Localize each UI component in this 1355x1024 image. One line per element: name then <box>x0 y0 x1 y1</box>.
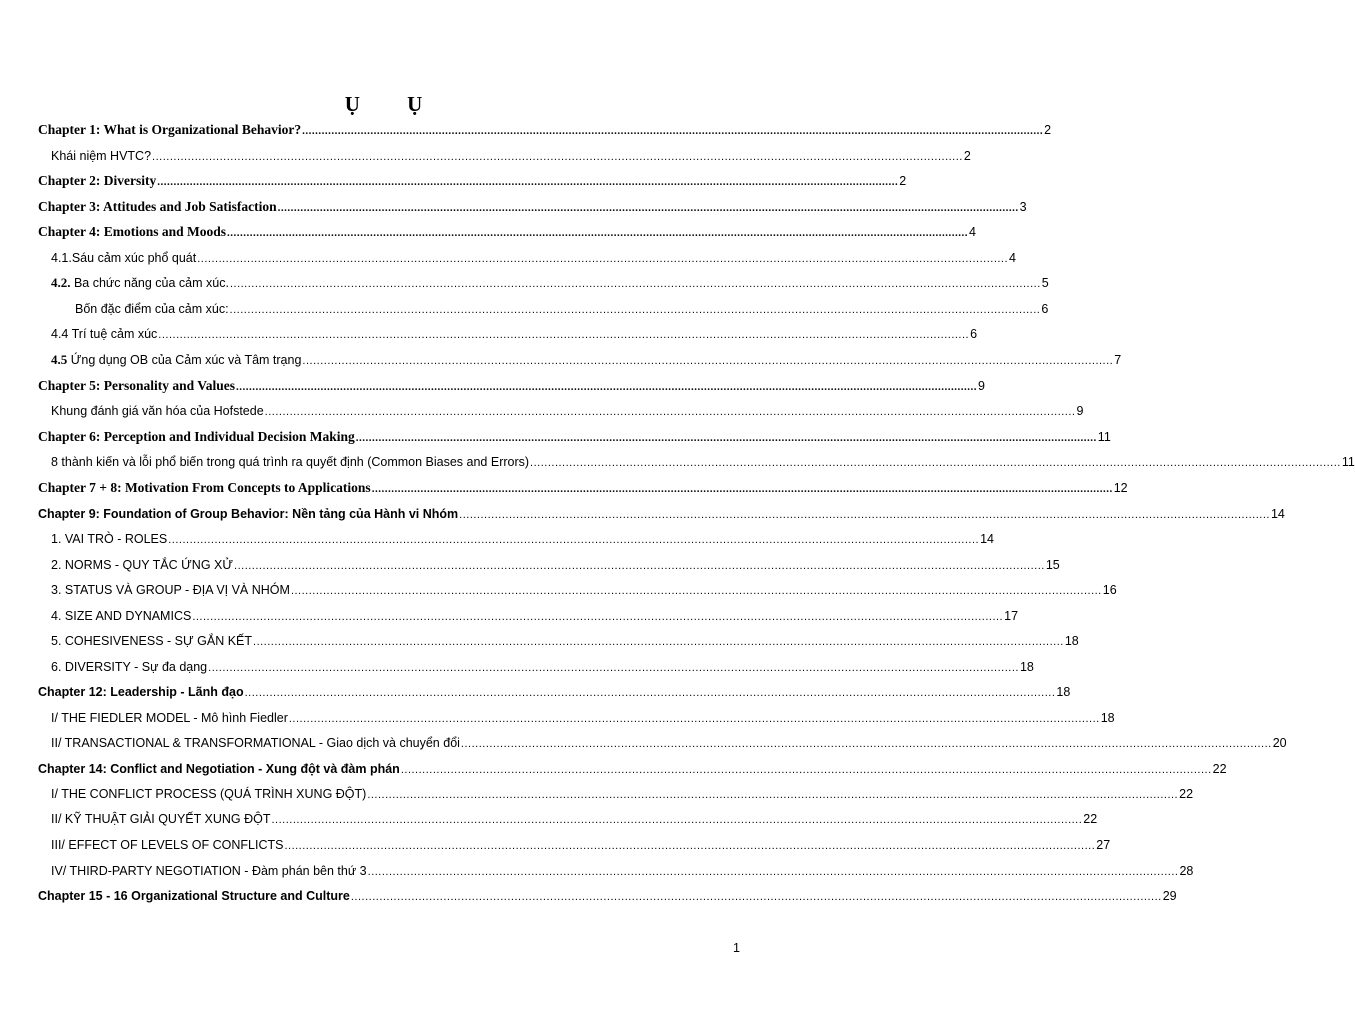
toc-entry-4-5[interactable] <box>51 349 1122 371</box>
dot-leader: .................................................................................................................................................................................................................................... <box>530 457 1341 469</box>
toc-entry-roles[interactable] <box>51 528 994 550</box>
toc-entry-text: Chapter 14: Conflict and Negotiation - Xung đột và đàm phán <box>38 762 400 776</box>
dot-leader: .................................................................................................................................................................................................................................... <box>158 329 970 341</box>
toc-entry-cohesiveness[interactable] <box>51 630 1079 652</box>
toc-entry-status-group[interactable] <box>51 579 1117 601</box>
toc-entry-text: Chapter 1: What is Organizational Behavior? <box>38 122 302 137</box>
toc-page-number: 4 <box>969 225 976 239</box>
dot-leader: .................................................................................................................................................................................................................................... <box>253 636 1064 648</box>
toc-entry-text: 4.1.Sáu cảm xúc phổ quát <box>51 251 197 265</box>
toc-entry-hofstede[interactable] <box>51 400 1084 422</box>
toc-page-number: 5 <box>1041 276 1049 290</box>
dot-leader: .................................................................................................................................................................................................................................... <box>290 585 1102 597</box>
dot-leader: .................................................................................................................................................................................................................................... <box>271 814 1083 826</box>
toc-page-number: 16 <box>1102 583 1117 597</box>
toc-entry-norms[interactable] <box>51 554 1060 576</box>
dot-leader: .................................................................................................................................................................................................................................... <box>350 891 1162 903</box>
toc-entry-chapter-12[interactable] <box>38 681 1071 703</box>
toc-entry-chapter-4[interactable] <box>38 221 976 243</box>
toc-entry-text: Chapter 6: Perception and Individual Decision Making <box>38 429 355 444</box>
dot-leader: .................................................................................................................................................................................................................................... <box>284 840 1096 852</box>
dot-leader: .................................................................................................................................................................................................................................... <box>229 304 1041 316</box>
toc-entry-levels-of-conflicts[interactable] <box>51 834 1111 856</box>
toc-entry-text: 3. STATUS VÀ GROUP - ĐỊA VỊ VÀ NHÓM <box>51 583 290 597</box>
toc-page-number: 9 <box>978 379 985 393</box>
dot-leader: .................................................................................................................................................................................................................................... <box>459 509 1270 521</box>
toc-entry-4-4[interactable] <box>51 323 978 345</box>
toc-entry-chapter-9[interactable] <box>38 503 1285 525</box>
toc-entry-diversity[interactable] <box>51 656 1034 678</box>
toc-page-number: 2 <box>963 149 971 163</box>
toc-entry-text: Chapter 2: Diversity <box>38 173 157 188</box>
dot-leader: .................................................................................................................................................................................................................................... <box>460 738 1272 750</box>
toc-entry-number: 4.5 <box>51 352 68 367</box>
toc-entry-chapter-2[interactable] <box>38 170 907 192</box>
toc-page-number: 28 <box>1179 864 1194 878</box>
toc-entry-4-2[interactable] <box>51 272 1049 294</box>
toc-page-number: 18 <box>1100 711 1115 725</box>
toc-entry-text: Chapter 3: Attitudes and Job Satisfaction <box>38 199 277 214</box>
dot-leader: .................................................................................................................................................................................................................................... <box>367 866 1179 878</box>
toc-page-number: 4 <box>1009 251 1016 265</box>
dot-leader: .................................................................................................................................................................................................................................... <box>288 713 1100 725</box>
toc-entry-text: IV/ THIRD-PARTY NEGOTIATION - Đàm phán bên thứ 3 <box>51 864 367 878</box>
toc-page-number: 18 <box>1019 660 1034 674</box>
toc-entry-text: Khung đánh giá văn hóa của Hofstede <box>51 404 264 418</box>
toc-entry-chapter-5[interactable] <box>38 375 985 397</box>
toc-page-number: 22 <box>1212 762 1227 776</box>
footer-page-number: 1 <box>733 941 740 955</box>
toc-page-number: 18 <box>1064 634 1079 648</box>
toc-page-number: 2 <box>1044 123 1052 137</box>
toc-entry-number: 4.2. <box>51 275 71 290</box>
toc-page-number: 20 <box>1272 736 1287 750</box>
toc-entry-chapter-14[interactable] <box>38 758 1227 780</box>
toc-entry-text <box>51 349 301 371</box>
toc-page-number: 2 <box>899 174 907 188</box>
toc-entry-bon-dac-diem[interactable] <box>75 298 1049 320</box>
toc-entry-label: Ứng dụng OB của Cảm xúc và Tâm trạng <box>67 353 302 367</box>
toc-entry-text: 5. COHESIVENESS - SỰ GẮN KẾT <box>51 634 253 648</box>
toc-page-number: 11 <box>1341 455 1355 469</box>
toc-entry-text: 1. VAI TRÒ - ROLES <box>51 532 168 546</box>
toc-entry-text: 4.4 Trí tuệ cảm xúc <box>51 327 158 341</box>
toc-title <box>0 92 768 117</box>
toc-entry-text: Chapter 12: Leadership - Lãnh đạo <box>38 685 244 699</box>
toc-entry-text: Chapter 9: Foundation of Group Behavior: Nền tảng của Hành vi Nhóm <box>38 507 459 521</box>
toc-page-number: 9 <box>1076 404 1084 418</box>
dot-leader: .................................................................................................................................................................................................................................... <box>302 355 1114 367</box>
toc-page-number: 22 <box>1179 787 1194 801</box>
toc-page-number: 6 <box>1041 302 1049 316</box>
toc-entry-chapter-1[interactable] <box>38 119 1052 141</box>
toc-page-number: 29 <box>1162 889 1177 903</box>
dot-leader: .................................................................................................................................................................................................................................... <box>157 176 899 188</box>
toc-page-number: 14 <box>980 532 994 546</box>
toc-entry-label: Ba chức năng của cảm xúc. <box>70 276 229 290</box>
toc-entry-text: II/ TRANSACTIONAL & TRANSFORMATIONAL - Giao dịch và chuyển đổi <box>51 736 460 750</box>
toc-page-number: 22 <box>1083 812 1098 826</box>
title-right-glyph: Ụ <box>407 92 424 116</box>
dot-leader: .................................................................................................................................................................................................................................... <box>367 789 1179 801</box>
toc-entry-fiedler-model[interactable] <box>51 707 1115 729</box>
toc-entry-text: Chapter 15 - 16 Organizational Structure and Culture <box>38 889 350 903</box>
dot-leader: .................................................................................................................................................................................................................................... <box>168 534 980 546</box>
toc-page-number: 27 <box>1096 838 1111 852</box>
dot-leader: .................................................................................................................................................................................................................................... <box>302 125 1044 137</box>
toc-entry-text: Bốn đặc điểm của cảm xúc: <box>75 302 229 316</box>
toc-entry-conflict-resolution[interactable] <box>51 808 1098 830</box>
toc-page-number: 11 <box>1097 430 1111 444</box>
toc-entry-text: 4. SIZE AND DYNAMICS <box>51 609 192 623</box>
toc-entry-text: I/ THE FIEDLER MODEL - Mô hình Fiedler <box>51 711 288 725</box>
dot-leader: .................................................................................................................................................................................................................................... <box>234 560 1045 572</box>
dot-leader: .................................................................................................................................................................................................................................... <box>355 432 1097 444</box>
dot-leader: .................................................................................................................................................................................................................................... <box>192 611 1004 623</box>
dot-leader: .................................................................................................................................................................................................................................... <box>236 381 978 393</box>
title-left-glyph: Ụ <box>344 92 361 116</box>
toc-page-number: 6 <box>970 327 978 341</box>
dot-leader: .................................................................................................................................................................................................................................... <box>264 406 1076 418</box>
toc-entry-text: II/ KỸ THUẬT GIẢI QUYẾT XUNG ĐỘT <box>51 812 271 826</box>
toc-page-number: 15 <box>1045 558 1060 572</box>
toc-page-number: 3 <box>1019 200 1027 214</box>
toc-entry-size-dynamics[interactable] <box>51 605 1019 627</box>
toc-entry-chapter-6[interactable] <box>38 426 1111 448</box>
dot-leader: .................................................................................................................................................................................................................................... <box>197 253 1009 265</box>
dot-leader: .................................................................................................................................................................................................................................... <box>152 151 963 163</box>
toc-entry-transactional[interactable] <box>51 732 1287 754</box>
dot-leader: .................................................................................................................................................................................................................................... <box>244 687 1056 699</box>
toc-page-number: 14 <box>1270 507 1285 521</box>
toc-page-number: 7 <box>1114 353 1122 367</box>
toc-entry-text: Chapter 7 + 8: Motivation From Concepts to Applications <box>38 480 371 495</box>
toc-entry-text: Chapter 5: Personality and Values <box>38 378 236 393</box>
toc-entry-text: 2. NORMS - QUY TẮC ỨNG XỬ <box>51 558 234 572</box>
toc-entry-text: Khái niệm HVTC? <box>51 149 152 163</box>
toc-entry-chapter-15-16[interactable] <box>38 885 1177 907</box>
toc-entry-4-1[interactable] <box>51 247 1016 269</box>
toc-entry-third-party[interactable] <box>51 860 1194 882</box>
toc-entry-common-biases[interactable] <box>51 451 1355 473</box>
toc-entry-chapter-7-8[interactable] <box>38 477 1128 499</box>
dot-leader: .................................................................................................................................................................................................................................... <box>277 202 1019 214</box>
dot-leader: .................................................................................................................................................................................................................................... <box>371 483 1113 495</box>
toc-entry-khai-niem-hvtc[interactable] <box>51 145 971 167</box>
toc-entry-text: 8 thành kiến và lỗi phổ biến trong quá trình ra quyết định (Common Biases and Errors) <box>51 455 530 469</box>
toc-entry-conflict-process[interactable] <box>51 783 1194 805</box>
toc-page-number: 17 <box>1004 609 1019 623</box>
dot-leader: .................................................................................................................................................................................................................................... <box>400 764 1212 776</box>
dot-leader: .................................................................................................................................................................................................................................... <box>229 278 1041 290</box>
toc-entry-text: Chapter 4: Emotions and Moods <box>38 224 227 239</box>
dot-leader: .................................................................................................................................................................................................................................... <box>227 227 969 239</box>
toc-page-number: 18 <box>1056 685 1071 699</box>
toc-entry-chapter-3[interactable] <box>38 196 1027 218</box>
toc-entry-text <box>51 272 229 294</box>
toc-entry-text: I/ THE CONFLICT PROCESS (QUÁ TRÌNH XUNG ĐỘT) <box>51 787 367 801</box>
toc-entry-text: 6. DIVERSITY - Sự đa dạng <box>51 660 208 674</box>
toc-entry-text: III/ EFFECT OF LEVELS OF CONFLICTS <box>51 838 284 852</box>
dot-leader: .................................................................................................................................................................................................................................... <box>208 662 1019 674</box>
toc-page-number: 12 <box>1113 481 1128 495</box>
